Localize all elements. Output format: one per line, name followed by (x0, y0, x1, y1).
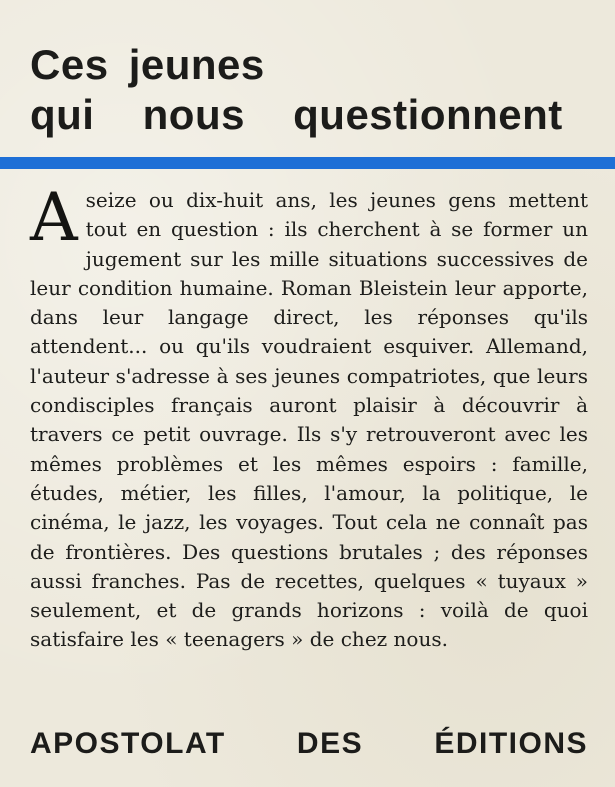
article-body-text: seize ou dix-huit ans, les jeunes gens mettent tout en question : ils cherchent à se former un jugement sur les mille situations successives de leur condition humaine. Roman Bleistein leur apporte, dans leur langage direct, les réponses qu'ils attendent... ou qu'ils voudraient esquiver. Allemand, l'auteur s'adresse à ses jeunes compatriotes, que leurs condisciples français auront plaisir à découvrir à travers ce petit ouvrage. Ils s'y retrouveront avec les mêmes problèmes et les mêmes espoirs : famille, études, métier, les filles, l'amour, la politique, le cinéma, le jazz, les voyages. Tout cela ne connaît pas de frontières. Des questions brutales ; des réponses aussi franches. Pas de recettes, quelques « tuyaux » seulement, et de grands horizons : voilà de quoi satisfaire les « teenagers » de chez nous. (30, 188, 588, 652)
article-title (30, 40, 600, 140)
blue-divider-rule (0, 157, 615, 169)
title-line-2: qui nous questionnent (30, 91, 563, 138)
publisher-imprint: APOSTOLAT DES ÉDITIONS (30, 727, 588, 760)
drop-cap: A (30, 179, 78, 256)
title-line-1: Ces jeunes (30, 41, 265, 88)
article-body (30, 179, 588, 655)
